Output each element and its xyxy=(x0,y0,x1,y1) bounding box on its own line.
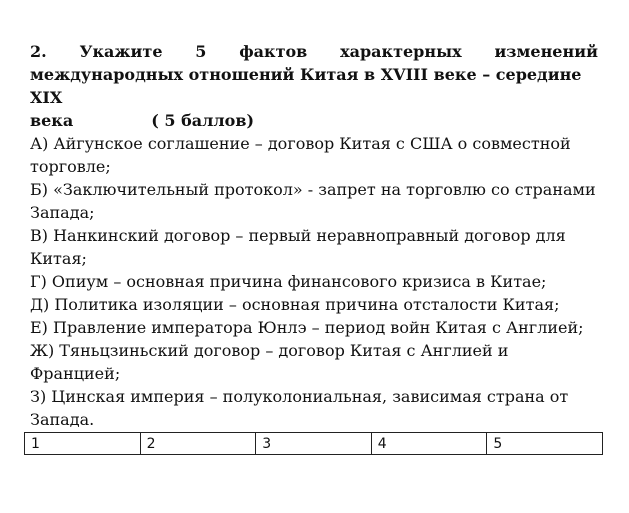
option-item: Г) Опиум – основная причина финансового кризиса в Китае; xyxy=(30,272,547,291)
answer-cell-2[interactable]: 2 xyxy=(140,433,256,455)
question-number: 2. xyxy=(30,42,47,61)
question-title-line-3 xyxy=(30,109,598,132)
question-word: века xyxy=(30,111,74,130)
answer-cell-5[interactable]: 5 xyxy=(487,433,603,455)
answer-table xyxy=(24,432,603,455)
answer-cell-3[interactable]: 3 xyxy=(256,433,372,455)
question-title-line-2: международных отношений Китая в XVIII веке – середине XIX xyxy=(30,65,582,107)
option-item: В) Нанкинский договор – первый неравноправный договор для Китая; xyxy=(30,226,566,268)
option-item: Б) «Заключительный протокол» - запрет на торговлю со странами Запада; xyxy=(30,180,596,222)
question-word: Укажите xyxy=(79,42,163,61)
answer-cell-1[interactable]: 1 xyxy=(25,433,141,455)
question-word: фактов xyxy=(239,42,308,61)
option-item: З) Цинская империя – полуколониальная, зависимая страна от Запада. xyxy=(30,387,569,429)
question-title-line-1 xyxy=(30,40,598,63)
question-points: ( 5 баллов) xyxy=(151,111,255,130)
option-item: Ж) Тяньцзиньский договор – договор Китая с Англией и Францией; xyxy=(30,341,509,383)
document-body xyxy=(30,40,598,431)
answer-cell-4[interactable]: 4 xyxy=(371,433,487,455)
question-word: изменений xyxy=(494,42,598,61)
question-word: характерных xyxy=(340,42,462,61)
option-item: А) Айгунское соглашение – договор Китая с США о совместной торговле; xyxy=(30,134,571,176)
options-list xyxy=(30,132,598,431)
question-word: 5 xyxy=(195,42,207,61)
option-item: Д) Политика изоляции – основная причина отсталости Китая; xyxy=(30,295,560,314)
option-item: Е) Правление императора Юнлэ – период войн Китая с Англией; xyxy=(30,318,584,337)
answer-row xyxy=(25,433,603,455)
